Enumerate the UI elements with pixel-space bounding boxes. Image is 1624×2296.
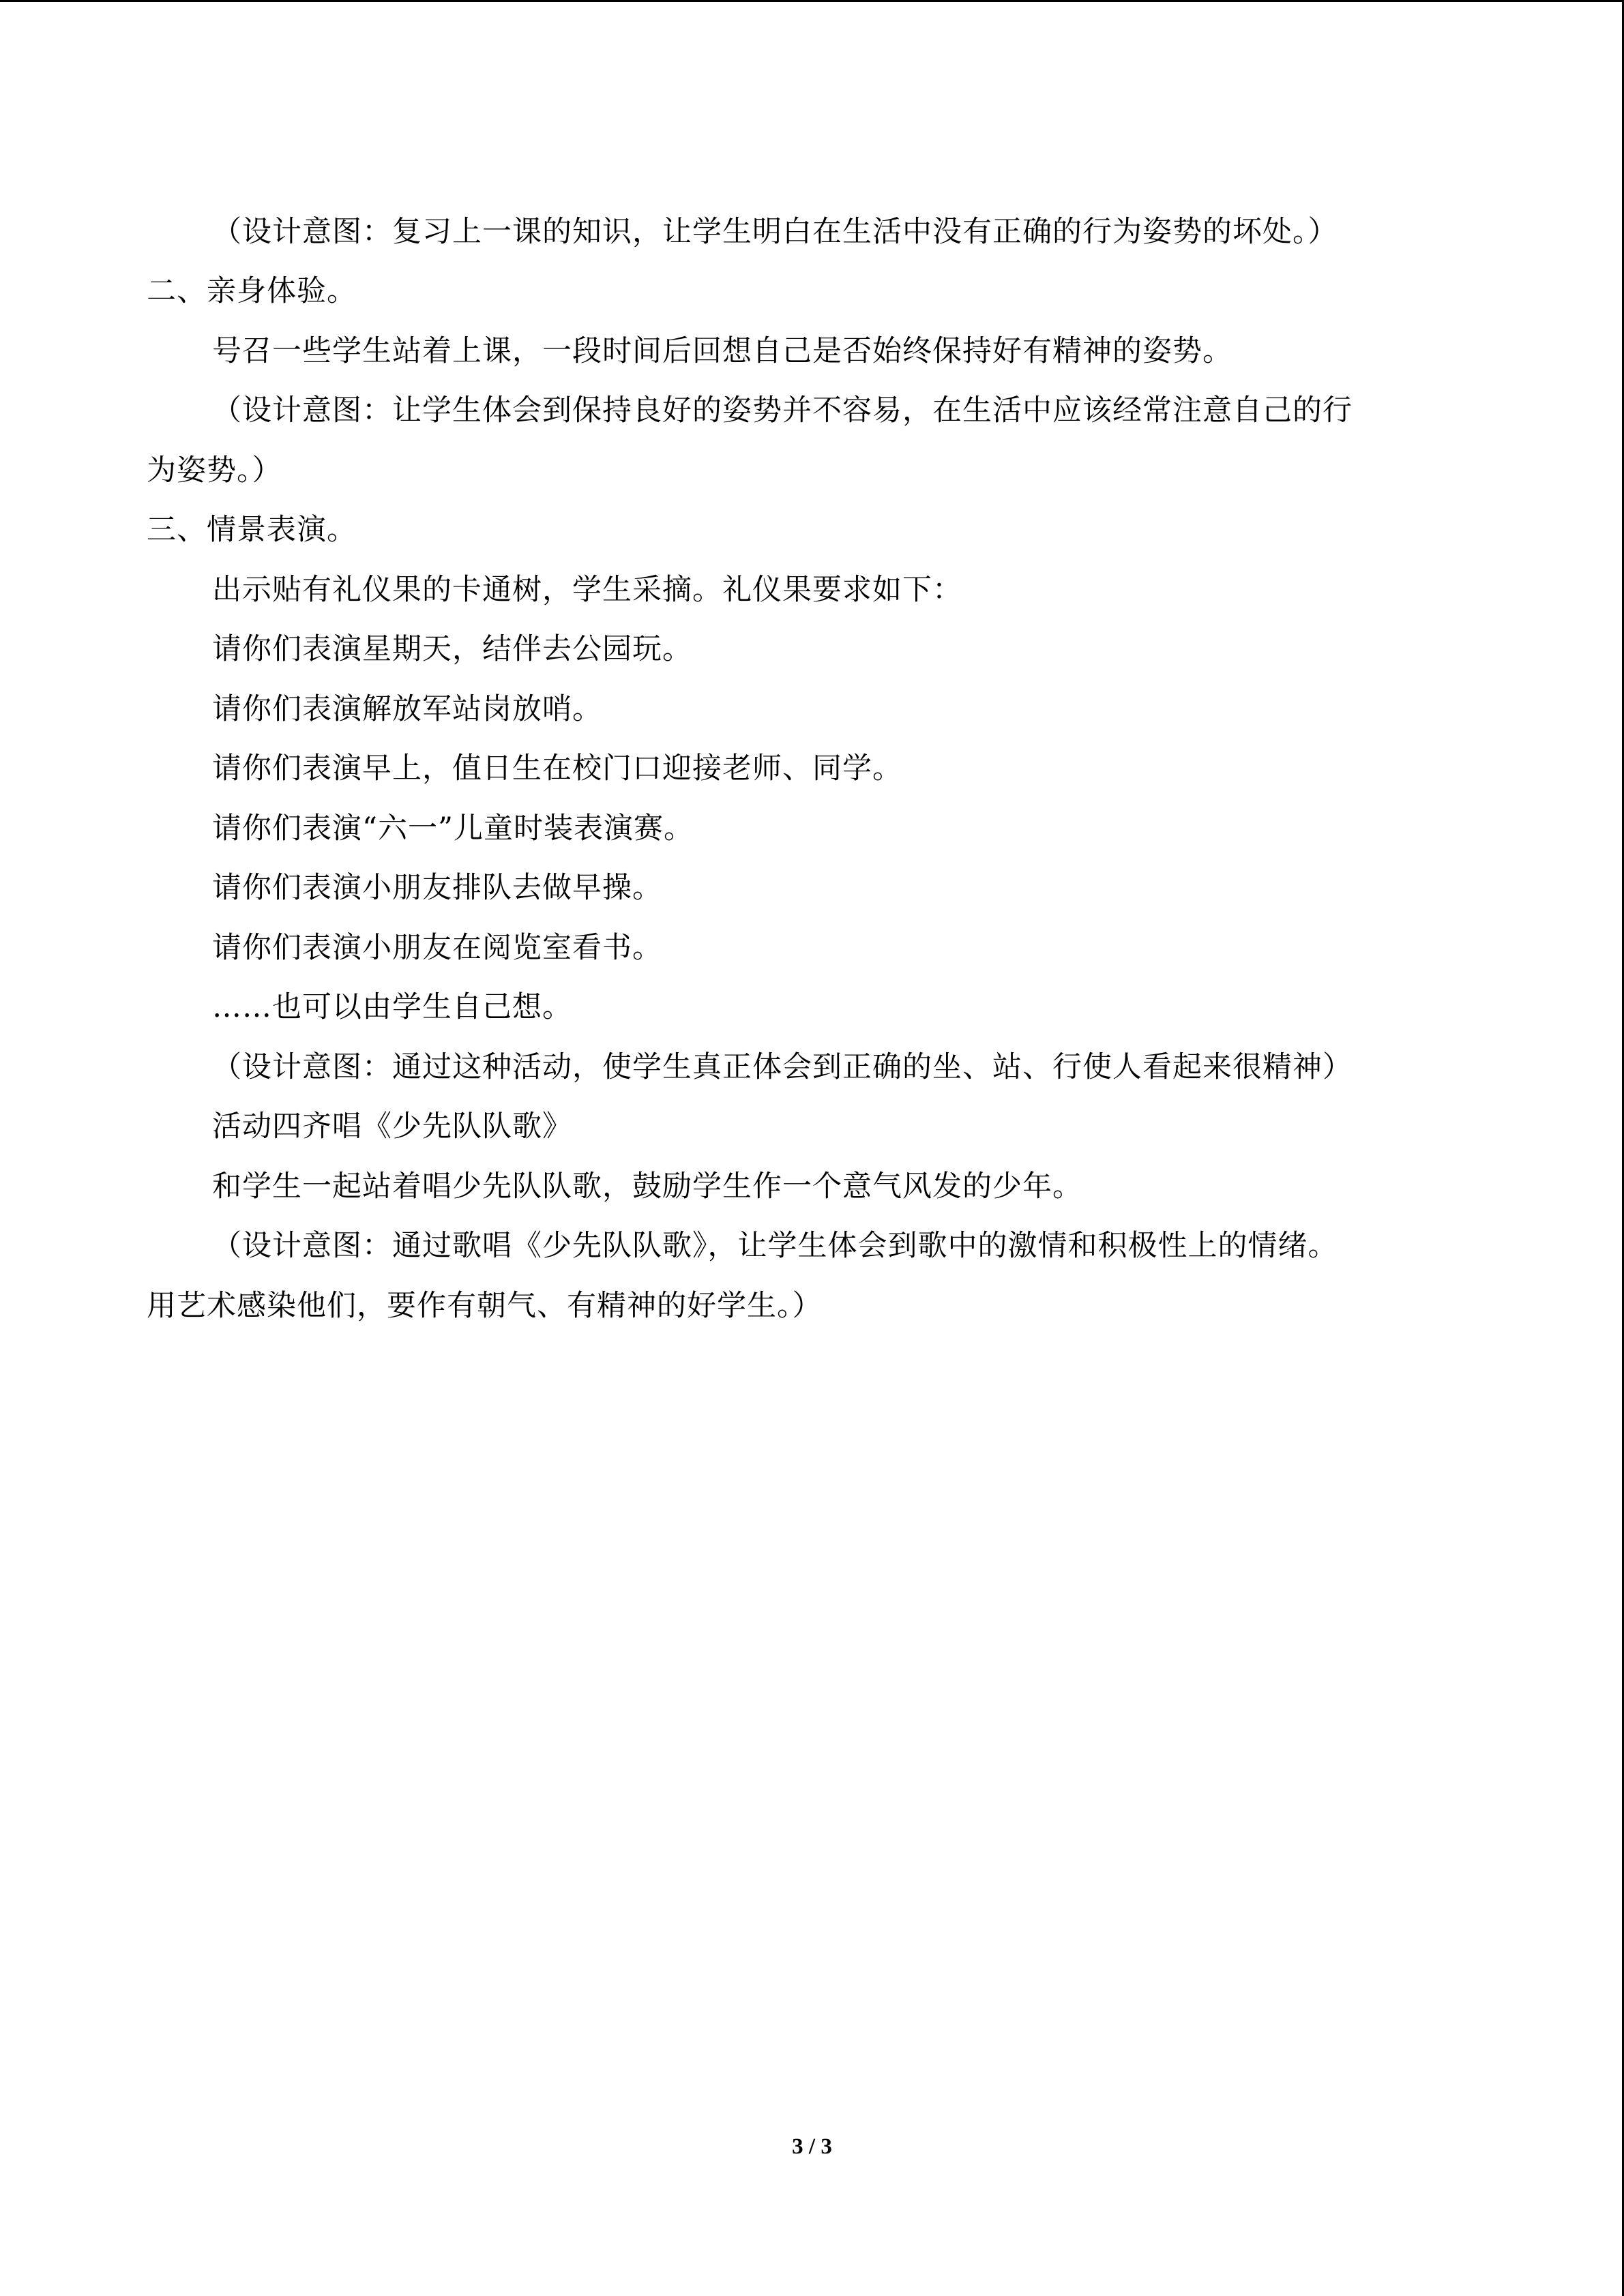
list-item: 请你们表演早上，值日生在校门口迎接老师、同学。 (212, 751, 902, 786)
design-intent-paragraph: （设计意图：通过这种活动，使学生真正体会到正确的坐、站、行使人看起来很精神） (212, 1050, 1353, 1084)
page-number: 3 / 3 (792, 2134, 832, 2159)
design-intent-paragraph-continued: 为姿势。） (147, 453, 282, 488)
design-intent-paragraph: （设计意图：复习上一课的知识，让学生明白在生活中没有正确的行为姿势的坏处。） (212, 215, 1338, 249)
body-paragraph: 号召一些学生站着上课，一段时间后回想自己是否始终保持好有精神的姿势。 (212, 334, 1232, 368)
list-item: 请你们表演“六一”儿童时装表演赛。 (212, 811, 694, 846)
list-item: ……也可以由学生自己想。 (212, 990, 572, 1024)
list-item: 请你们表演星期天，结伴去公园玩。 (212, 632, 692, 666)
design-intent-paragraph: （设计意图：通过歌唱《少先队队歌》，让学生体会到歌中的激情和积极性上的情绪。 (212, 1229, 1338, 1263)
section-heading-3: 三、情景表演。 (147, 513, 357, 547)
body-paragraph: 出示贴有礼仪果的卡通树，学生采摘。礼仪果要求如下： (212, 573, 962, 607)
activity-heading: 活动四齐唱《少先队队歌》 (212, 1109, 572, 1144)
page-border-top (0, 0, 1624, 2)
list-item: 请你们表演小朋友排队去做早操。 (212, 871, 662, 905)
list-item: 请你们表演解放军站岗放哨。 (212, 692, 602, 726)
design-intent-paragraph: （设计意图：让学生体会到保持良好的姿势并不容易，在生活中应该经常注意自己的行 (212, 393, 1353, 428)
section-heading-2: 二、亲身体验。 (147, 274, 357, 308)
list-item: 请你们表演小朋友在阅览室看书。 (212, 931, 662, 965)
body-paragraph: 和学生一起站着唱少先队队歌，鼓励学生作一个意气风发的少年。 (212, 1169, 1082, 1204)
design-intent-paragraph-continued: 用艺术感染他们，要作有朝气、有精神的好学生。） (147, 1289, 823, 1323)
